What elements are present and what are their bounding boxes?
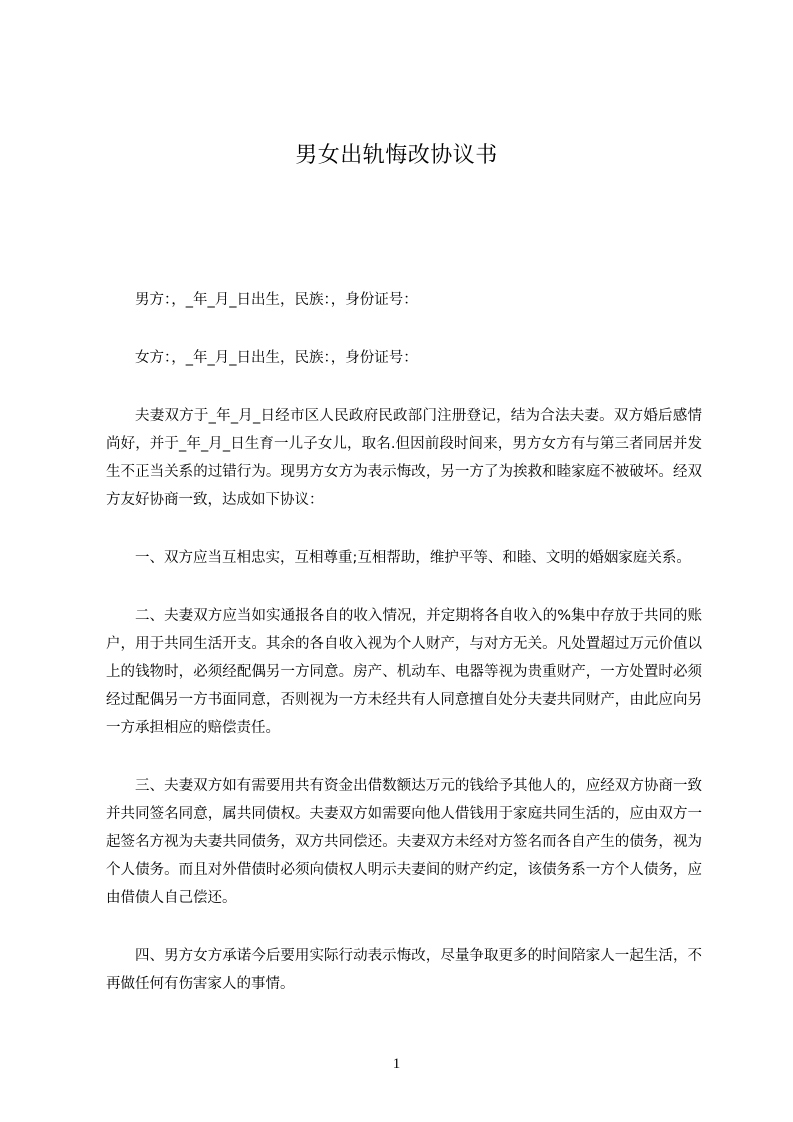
document-body (106, 286, 702, 1028)
clause-1-paragraph: 一、双方应当互相忠实，互相尊重;互相帮助，维护平等、和睦、文明的婚姻家庭关系。 (135, 550, 691, 566)
clause-2-paragraph: 二、夫妻双方应当如实通报各自的收入情况，并定期将各自收入的%集中存放于共同的账户，用于共同生活开支。其余的各自收入视为个人财产，与对方无关。凡处置超过万元价值以上的钱物时，必须经配偶另一方同意。房产、机动车、电器等视为贵重财产，一方处置时必须经过配偶另一方书面同意，否则视为一方未经共有人同意擅自处分夫妻共同财产，由此应向另一方承担相应的赔偿责任。 (106, 608, 702, 736)
clause-4-paragraph: 四、男方女方承诺今后要用实际行动表示悔改，尽量争取更多的时间陪家人一起生活，不再做任何有伤害家人的事情。 (106, 948, 702, 992)
document-title: 男女出轨悔改协议书 (295, 143, 498, 168)
wife-info-paragraph: 女方：，_年_月_日出生，民族：，身份证号： (135, 350, 418, 366)
husband-info-paragraph: 男方：，_年_月_日出生，民族：，身份证号： (135, 292, 418, 308)
clause-3-paragraph: 三、夫妻双方如有需要用共有资金出借数额达万元的钱给予其他人的，应经双方协商一致并共同签名同意，属共同债权。夫妻双方如需要向他人借钱用于家庭共同生活的，应由双方一起签名方视为夫妻共同债务，双方共同偿还。夫妻双方未经对方签名而各自产生的债务，视为个人债务。而且对外借债时必须向债权人明示夫妻间的财产约定，该债务系一方个人债务，应由借债人自己偿还。 (106, 778, 702, 906)
preamble-paragraph: 夫妻双方于_年_月_日经市区人民政府民政部门注册登记，结为合法夫妻。双方婚后感情尚好，并于_年_月_日生育一儿子女儿，取名.但因前段时间来，男方女方有与第三者同居并发生不正当关系的过错行为。现男方女方为表示悔改，另一方了为挨救和睦家庭不被破坏。经双方友好协商一致，达成如下协议： (106, 408, 702, 508)
page-number: 1 (392, 1056, 401, 1072)
